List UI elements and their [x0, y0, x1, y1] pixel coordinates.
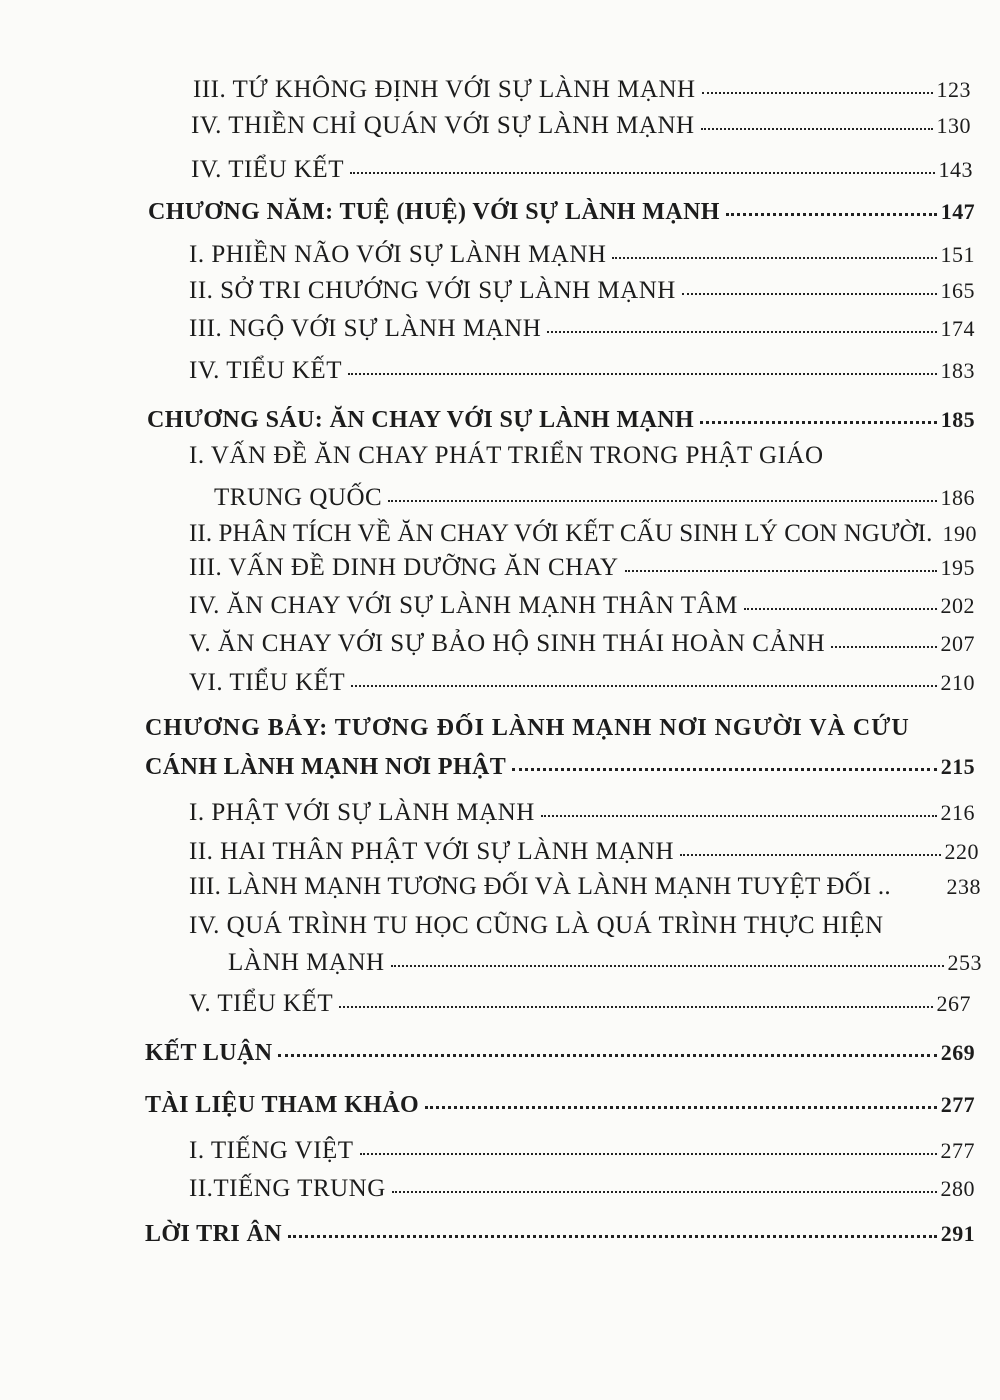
dot-leader	[541, 815, 937, 817]
dot-leader	[625, 570, 937, 572]
dot-leader	[547, 331, 936, 333]
dot-leader	[744, 608, 937, 610]
toc-chapter	[147, 405, 975, 435]
toc-entry-page: 195	[940, 555, 975, 580]
toc-entry-title: V. TIỂU KẾT	[189, 990, 334, 1017]
dot-leader	[726, 213, 937, 216]
toc-entry	[189, 240, 975, 270]
toc-chapter-page: 277	[940, 1092, 975, 1117]
toc-entry-page: 183	[940, 358, 975, 383]
dot-leader	[350, 172, 935, 174]
toc-entry-page: 202	[940, 593, 975, 618]
dot-leader	[360, 1153, 937, 1155]
dot-leader	[682, 293, 937, 295]
toc-chapter-title: TÀI LIỆU THAM KHẢO	[145, 1092, 420, 1118]
toc-entry-page: 267	[936, 991, 971, 1016]
toc-entry-title-continued: LÀNH MẠNH	[228, 949, 385, 976]
toc-entry	[191, 155, 973, 185]
toc-entry-title: III. NGỘ VỚI SỰ LÀNH MẠNH	[189, 315, 542, 342]
dot-leader	[339, 1006, 932, 1008]
toc-entry-title: III. VẤN ĐỀ DINH DƯỠNG ĂN CHAY	[189, 554, 619, 581]
dot-leader	[702, 92, 933, 94]
toc-entry-title: III. LÀNH MẠNH TƯƠNG ĐỐI VÀ LÀNH MẠNH TUYỆT ĐỐI ..	[189, 873, 891, 900]
toc-entry	[189, 553, 975, 583]
toc-entry	[189, 798, 975, 828]
dot-leader	[612, 257, 936, 259]
toc-chapter	[145, 1038, 975, 1068]
toc-entry-title: IV. TIỂU KẾT	[191, 156, 344, 183]
toc-entry-title: III. TỨ KHÔNG ĐỊNH VỚI SỰ LÀNH MẠNH	[193, 76, 696, 103]
toc-entry	[191, 111, 971, 141]
toc-entry-title: I. PHẬT VỚI SỰ LÀNH MẠNH	[189, 799, 535, 826]
toc-chapter-page: 269	[940, 1040, 975, 1065]
toc-chapter	[148, 197, 975, 227]
toc-chapter-title: CHƯƠNG SÁU: ĂN CHAY VỚI SỰ LÀNH MẠNH	[147, 407, 695, 433]
toc-chapter	[145, 752, 975, 782]
toc-entry-page: 130	[936, 113, 971, 138]
toc-entry-title: IV. ĂN CHAY VỚI SỰ LÀNH MẠNH THÂN TÂM	[189, 592, 738, 619]
toc-entry-title: V. ĂN CHAY VỚI SỰ BẢO HỘ SINH THÁI HOÀN CẢNH	[189, 630, 826, 657]
dot-leader	[278, 1054, 936, 1057]
toc-entry	[189, 668, 975, 698]
toc-entry	[189, 314, 975, 344]
toc-chapter-page: 147	[940, 199, 975, 224]
toc-entry-title: II. HAI THÂN PHẬT VỚI SỰ LÀNH MẠNH	[189, 838, 675, 865]
toc-entry	[228, 948, 982, 978]
dot-leader	[348, 373, 937, 375]
toc-entry-page: 174	[940, 316, 975, 341]
toc-entry	[189, 989, 971, 1019]
toc-entry-title: II.TIẾNG TRUNG	[189, 1175, 386, 1202]
toc-entry-page: 253	[947, 950, 982, 975]
toc-entry-page: 143	[938, 157, 973, 182]
toc-entry-title: IV. QUÁ TRÌNH TU HỌC CŨNG LÀ QUÁ TRÌNH THỰC HIỆN	[189, 912, 884, 939]
toc-entry-title: VI. TIỂU KẾT	[189, 669, 346, 696]
toc-entry	[189, 1174, 975, 1204]
dot-leader	[392, 1191, 937, 1193]
toc-entry-page: 165	[940, 278, 975, 303]
toc-entry-page: 123	[936, 77, 971, 102]
toc-entry	[189, 356, 975, 386]
dot-leader	[351, 685, 936, 687]
dot-leader	[680, 854, 940, 856]
toc-entry	[189, 872, 981, 902]
toc-chapter-title: CHƯƠNG BẢY: TƯƠNG ĐỐI LÀNH MẠNH NƠI NGƯỜI VÀ CỨU	[145, 715, 910, 741]
toc-chapter	[145, 1090, 975, 1120]
toc-entry-page: 220	[944, 839, 979, 864]
toc-entry-title: II. SỞ TRI CHƯỚNG VỚI SỰ LÀNH MẠNH	[189, 277, 676, 304]
toc-entry-title: II. PHÂN TÍCH VỀ ĂN CHAY VỚI KẾT CẤU SINH LÝ CON NGƯỜI.	[189, 520, 933, 547]
toc-entry	[189, 1136, 975, 1166]
dot-leader	[388, 500, 936, 502]
toc-entry-title: I. VẤN ĐỀ ĂN CHAY PHÁT TRIỂN TRONG PHẬT GIÁO	[189, 442, 824, 469]
toc-chapter-title-continued: CÁNH LÀNH MẠNH NƠI PHẬT	[145, 754, 507, 780]
toc-entry-page: 216	[940, 800, 975, 825]
dot-leader	[831, 646, 936, 648]
toc-entry	[189, 837, 979, 867]
dot-leader	[701, 128, 933, 130]
toc-chapter-title: KẾT LUẬN	[145, 1040, 273, 1066]
dot-leader	[425, 1106, 937, 1109]
toc-entry	[189, 591, 975, 621]
toc-chapter-page: 215	[940, 754, 975, 779]
dot-leader	[288, 1235, 937, 1238]
toc-entry-title: I. PHIỀN NÃO VỚI SỰ LÀNH MẠNH	[189, 241, 607, 268]
toc-entry-page: 207	[940, 631, 975, 656]
toc-entry-title: IV. TIỂU KẾT	[189, 357, 342, 384]
toc-entry-page: 280	[940, 1176, 975, 1201]
toc-entry	[189, 276, 975, 306]
toc-entry	[189, 519, 977, 549]
toc-entry	[193, 75, 971, 105]
toc-entry	[189, 629, 975, 659]
dot-leader	[700, 421, 937, 424]
toc-entry-page: 151	[940, 242, 975, 267]
toc-chapter-page: 185	[940, 407, 975, 432]
toc-entry	[214, 483, 975, 513]
toc-chapter	[145, 1219, 975, 1249]
toc-entry-page: 277	[940, 1138, 975, 1163]
toc-chapter-page: 291	[940, 1221, 975, 1246]
toc-chapter-title: LỜI TRI ÂN	[145, 1221, 282, 1247]
toc-entry-title: I. TIẾNG VIỆT	[189, 1137, 354, 1164]
toc-entry-page: 186	[940, 485, 975, 510]
toc-entry-page: 238	[946, 874, 981, 899]
dot-leader	[391, 965, 944, 967]
toc-chapter-title: CHƯƠNG NĂM: TUỆ (HUỆ) VỚI SỰ LÀNH MẠNH	[148, 199, 720, 225]
dot-leader	[512, 768, 937, 771]
toc-entry-page: 190	[942, 521, 977, 546]
toc-entry-title-continued: TRUNG QUỐC	[214, 484, 383, 511]
toc-entry-title: IV. THIỀN CHỈ QUÁN VỚI SỰ LÀNH MẠNH	[191, 112, 695, 139]
toc-entry-page: 210	[940, 670, 975, 695]
